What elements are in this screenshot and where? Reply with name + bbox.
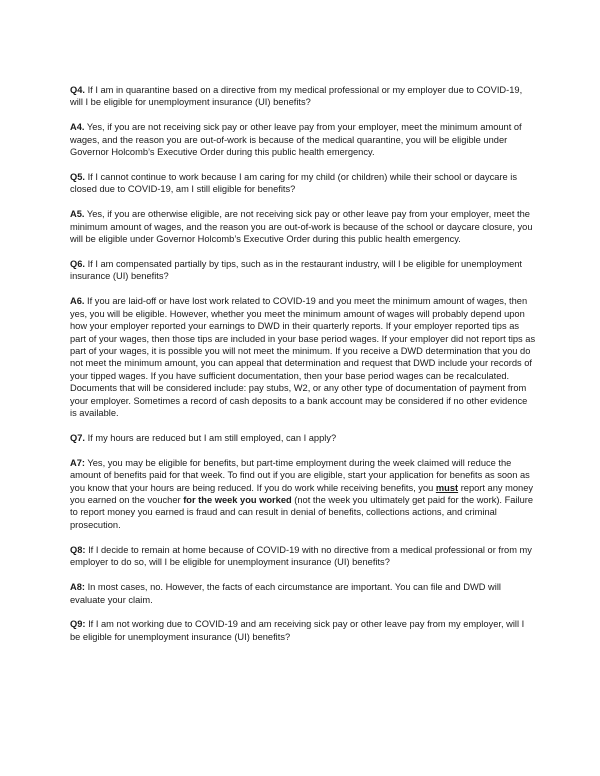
faq-text: (not the week you ultimately get paid for the work). Failure to report money you earned is fraud and can result in denial of benefits, collections actions, and criminal prosecution. xyxy=(70,495,534,530)
emphasis-bold: for the week you worked xyxy=(183,495,292,506)
faq-text: If you are laid-off or have lost work related to COVID-19 and you meet the minimum amount of wages, then yes, you will be eligible. However, whether you meet the minimum amount of wages will probably depend upon how your employer reported your earnings to DWD in their quarterly reports. If your employer reported tips as part of your wages, then those tips are included in your base period wages. If your employer did not report tips as part of your wages, it is possible you will not meet the minimum. If you receive a DWD determination that you do not meet the minimum amount, you can appeal that determination and request that DWD include your records of your tipped wages. If you have sufficient documentation, then your base period wages can be recalculated. Documents that will be considered include: pay stubs, W2, or any other type of documentation of payment from your employer. Sometimes a record of cash deposits to a bank account may be considered if no other evidence is available. xyxy=(70,296,536,419)
faq-q5-paragraph xyxy=(70,171,536,196)
faq-a7-paragraph xyxy=(70,457,536,531)
faq-label: A4. xyxy=(70,122,85,133)
faq-label: A7: xyxy=(70,457,85,468)
faq-text: If I decide to remain at home because of COVID-19 with no directive from a medical professional or from my employer to do so, will I be eligible for unemployment insurance (UI) benefits? xyxy=(70,544,532,568)
faq-text: If my hours are reduced but I am still employed, can I apply? xyxy=(85,432,337,443)
faq-text: Yes, you may be eligible for benefits, but part-time employment during the week claimed will reduce the amount of benefits paid for that week. To find out if you are eligible, start your application for benefits as soon as you know that your hours are being reduced. If you do work while receiving benefits, you xyxy=(70,457,530,493)
faq-text: Yes, if you are otherwise eligible, are not receiving sick pay or other leave pay from your employer, meet the minimum amount of wages, and the reason you are out-of-work is because of the school or daycare closure, you will be eligible under Governor Holcomb’s Executive Order during this public health emergency. xyxy=(70,209,533,245)
faq-q8-paragraph xyxy=(70,544,536,569)
faq-text: report any money you earned on the voucher xyxy=(70,482,534,506)
faq-label: Q9: xyxy=(70,619,86,630)
faq-q6-paragraph xyxy=(70,258,536,283)
faq-a5-paragraph xyxy=(70,208,536,245)
faq-label: Q8: xyxy=(70,544,86,555)
faq-a4-paragraph xyxy=(70,121,536,158)
faq-label: Q5. xyxy=(70,172,85,183)
faq-text: If I am compensated partially by tips, such as in the restaurant industry, will I be eligible for unemployment insurance (UI) benefits? xyxy=(70,259,522,282)
faq-label: A6. xyxy=(70,296,85,307)
faq-label: Q6. xyxy=(70,259,85,270)
faq-label: Q7. xyxy=(70,432,85,443)
faq-a6-paragraph xyxy=(70,295,536,419)
faq-label: Q4. xyxy=(70,85,85,95)
faq-a8-paragraph xyxy=(70,581,536,606)
faq-q9-paragraph xyxy=(70,618,536,643)
emphasis-underlined: must xyxy=(435,482,459,493)
faq-text: If I am not working due to COVID-19 and am receiving sick pay or other leave pay from my employer, will I be eligible for unemployment insurance (UI) benefits? xyxy=(70,619,525,642)
faq-text: In most cases, no. However, the facts of each circumstance are important. You can file and DWD will evaluate your claim. xyxy=(70,582,501,605)
faq-label: A8: xyxy=(70,582,85,593)
faq-q7-paragraph xyxy=(70,432,536,444)
faq-text: If I am in quarantine based on a directive from my medical professional or my employer due to COVID-19, will I be eligible for unemployment insurance (UI) benefits? xyxy=(70,85,523,108)
faq-q4-paragraph xyxy=(70,84,536,109)
faq-text: Yes, if you are not receiving sick pay or other leave pay from your employer, meet the minimum amount of wages, and the reason you are out-of-work is because of the medical quarantine, you will be eligible under Governor Holcomb’s Executive Order during this public health emergency. xyxy=(70,122,522,158)
faq-text: If I cannot continue to work because I am caring for my child (or children) while their school or daycare is closed due to COVID-19, am I still eligible for benefits? xyxy=(70,172,517,195)
faq-label: A5. xyxy=(70,209,85,220)
